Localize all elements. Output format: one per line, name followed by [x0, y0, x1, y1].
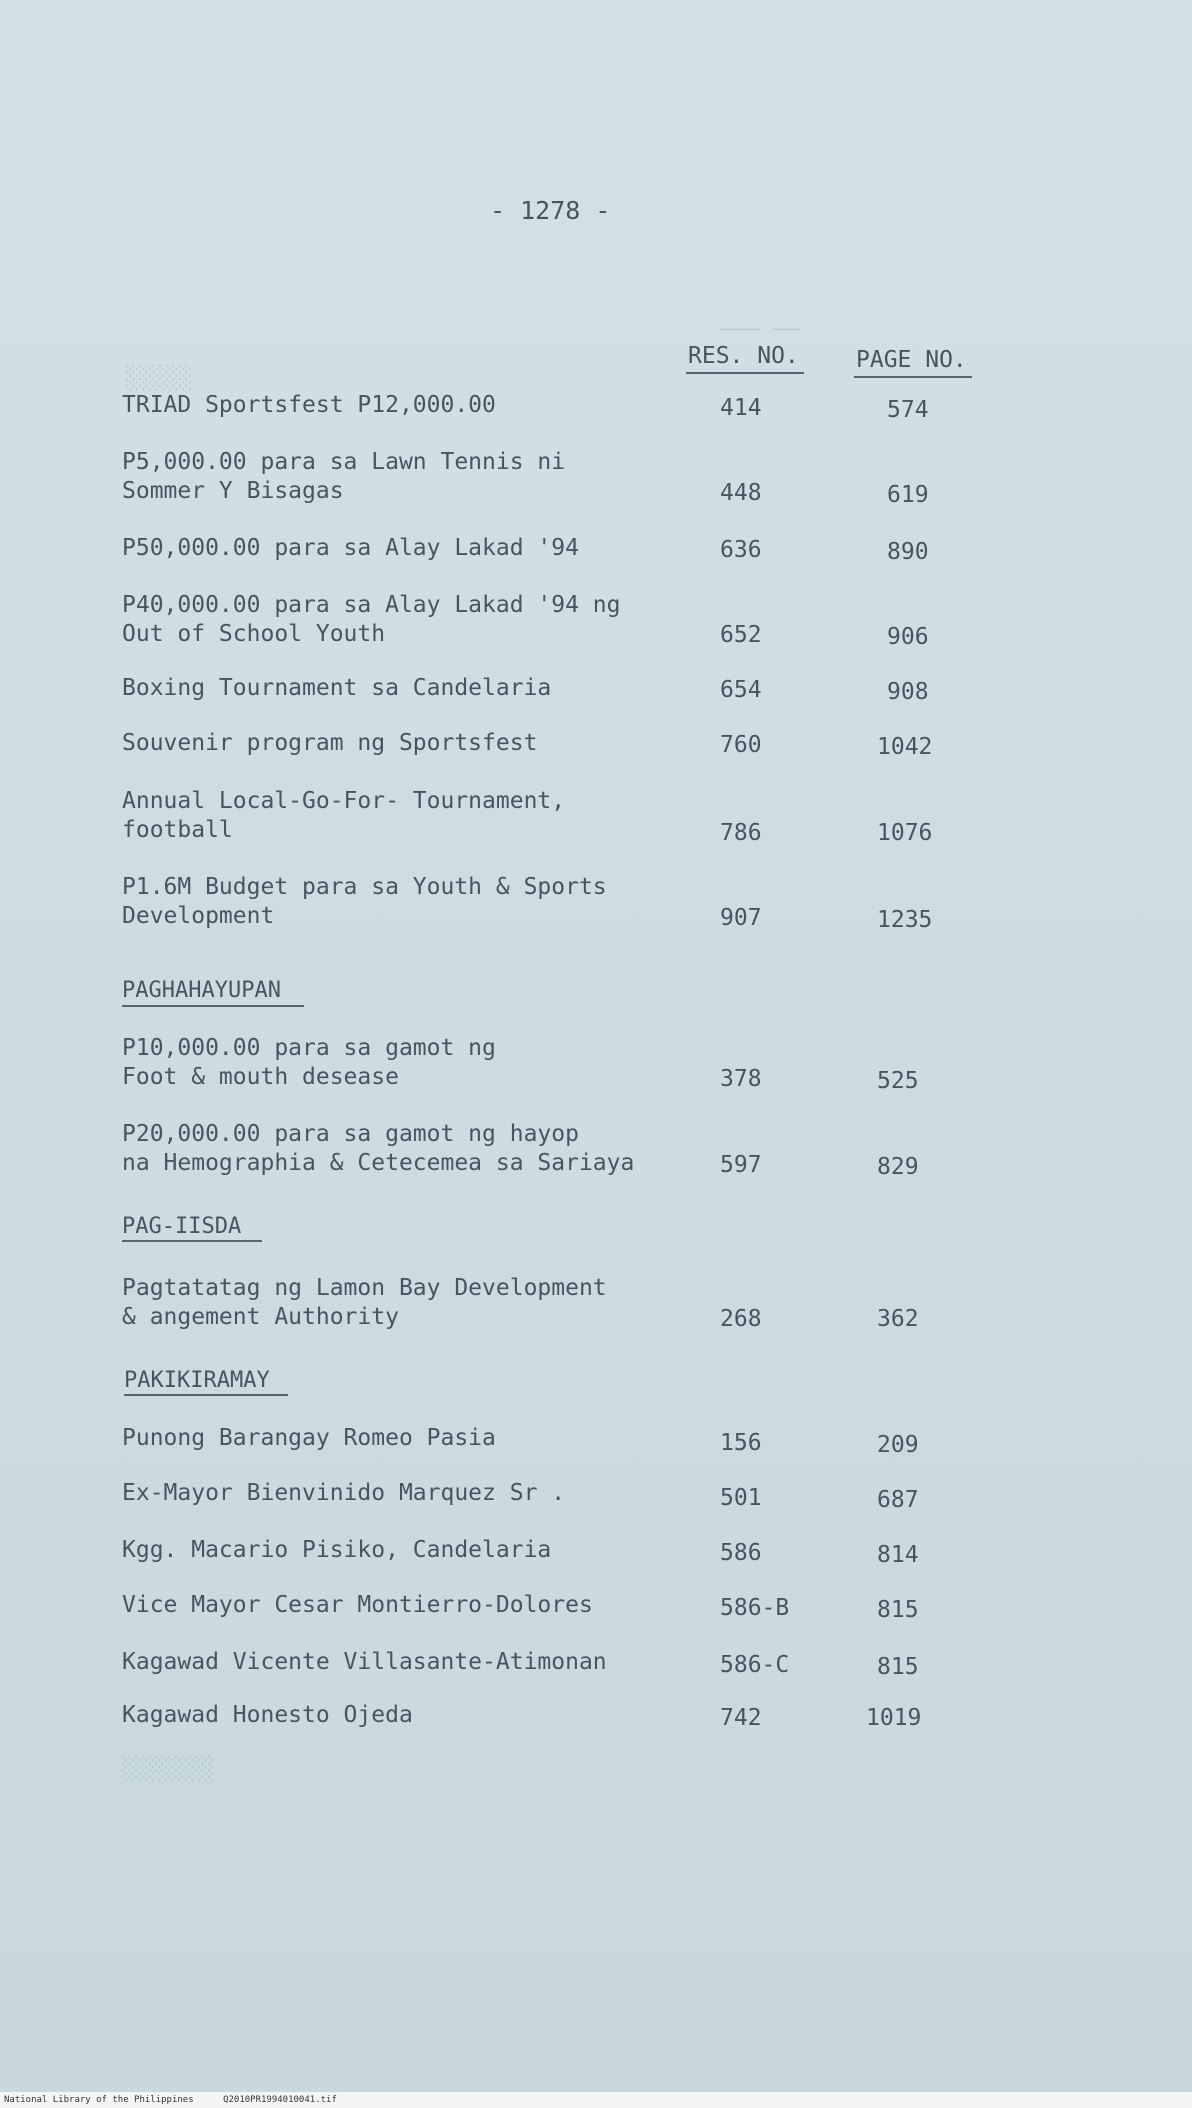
entry-label: football [122, 817, 233, 843]
entry-page-no: 687 [877, 1487, 919, 1513]
entry-res-no: 652 [720, 622, 762, 648]
entry-label: & angement Authority [122, 1304, 399, 1330]
section-underline [122, 1005, 304, 1007]
entry-label: na Hemographia & Cetecemea sa Sariaya [122, 1150, 635, 1176]
page-no-header: PAGE NO. [856, 347, 967, 373]
entry-label: P40,000.00 para sa Alay Lakad '94 ng [122, 592, 621, 618]
entry-res-no: 586-B [720, 1595, 790, 1621]
entry-page-no: 1019 [866, 1705, 922, 1731]
bleed-through: ░░░░░ [126, 366, 193, 391]
entry-page-no: 906 [887, 624, 929, 650]
entry-page-no: 908 [887, 679, 929, 705]
entry-label: Out of School Youth [122, 621, 386, 647]
entry-res-no: 636 [720, 537, 762, 563]
entry-page-no: 1235 [877, 907, 933, 933]
entry-page-no: 815 [877, 1654, 919, 1680]
entry-label: Boxing Tournament sa Candelaria [122, 675, 552, 701]
page-number: - 1278 - [490, 196, 611, 225]
file-name: Q2010PR1994010041.tif [223, 2095, 337, 2105]
entry-label: P10,000.00 para sa gamot ng [122, 1035, 496, 1061]
entry-label: P1.6M Budget para sa Youth & Sports [122, 874, 607, 900]
entry-res-no: 414 [720, 395, 762, 421]
bleed-through: ─── ── [720, 318, 800, 343]
entry-res-no: 448 [720, 480, 762, 506]
scan-footer [0, 2092, 1192, 2108]
page-no-underline [854, 376, 972, 378]
entry-label: Vice Mayor Cesar Montierro-Dolores [122, 1592, 593, 1618]
entry-label: Annual Local-Go-For- Tournament, [122, 788, 566, 814]
res-no-underline [686, 372, 804, 374]
entry-res-no: 378 [720, 1066, 762, 1092]
entry-page-no: 815 [877, 1597, 919, 1623]
entry-res-no: 654 [720, 677, 762, 703]
entry-label: Souvenir program ng Sportsfest [122, 730, 538, 756]
section-heading: PAKIKIRAMAY [124, 1368, 270, 1393]
section-underline [124, 1394, 288, 1396]
entry-label: Sommer Y Bisagas [122, 478, 344, 504]
entry-res-no: 597 [720, 1152, 762, 1178]
entry-res-no: 742 [720, 1705, 762, 1731]
section-underline [122, 1240, 262, 1242]
entry-page-no: 619 [887, 482, 929, 508]
entry-page-no: 1076 [877, 820, 933, 846]
entry-res-no: 786 [720, 820, 762, 846]
entry-label: Kagawad Honesto Ojeda [122, 1702, 413, 1728]
res-no-header: RES. NO. [688, 343, 799, 369]
entry-page-no: 1042 [877, 734, 933, 760]
entry-page-no: 209 [877, 1432, 919, 1458]
entry-label: Development [122, 903, 275, 929]
entry-res-no: 268 [720, 1306, 762, 1332]
entry-label: Pagtatatag ng Lamon Bay Development [122, 1275, 607, 1301]
entry-res-no: 586-C [720, 1652, 790, 1678]
entry-label: Kgg. Macario Pisiko, Candelaria [122, 1537, 552, 1563]
entry-page-no: 814 [877, 1542, 919, 1568]
entry-label: Foot & mouth desease [122, 1064, 399, 1090]
entry-page-no: 829 [877, 1154, 919, 1180]
entry-res-no: 156 [720, 1430, 762, 1456]
entry-label: Punong Barangay Romeo Pasia [122, 1425, 496, 1451]
entry-res-no: 907 [720, 905, 762, 931]
archive-name: National Library of the Philippines [4, 2095, 194, 2105]
entry-page-no: 574 [887, 397, 929, 423]
entry-res-no: 760 [720, 732, 762, 758]
entry-label: P50,000.00 para sa Alay Lakad '94 [122, 535, 579, 561]
bleed-through: ░░░░░░░ [122, 1757, 215, 1782]
section-heading: PAGHAHAYUPAN [122, 978, 281, 1003]
entry-label: Kagawad Vicente Villasante-Atimonan [122, 1649, 607, 1675]
entry-label: P5,000.00 para sa Lawn Tennis ni [122, 449, 566, 475]
entry-page-no: 525 [877, 1068, 919, 1094]
entry-res-no: 586 [720, 1540, 762, 1566]
entry-page-no: 890 [887, 539, 929, 565]
section-heading: PAG-IISDA [122, 1214, 242, 1239]
entry-res-no: 501 [720, 1485, 762, 1511]
entry-label: TRIAD Sportsfest P12,000.00 [122, 392, 496, 418]
entry-label: Ex-Mayor Bienvinido Marquez Sr . [122, 1480, 566, 1506]
entry-label: P20,000.00 para sa gamot ng hayop [122, 1121, 579, 1147]
entry-page-no: 362 [877, 1306, 919, 1332]
